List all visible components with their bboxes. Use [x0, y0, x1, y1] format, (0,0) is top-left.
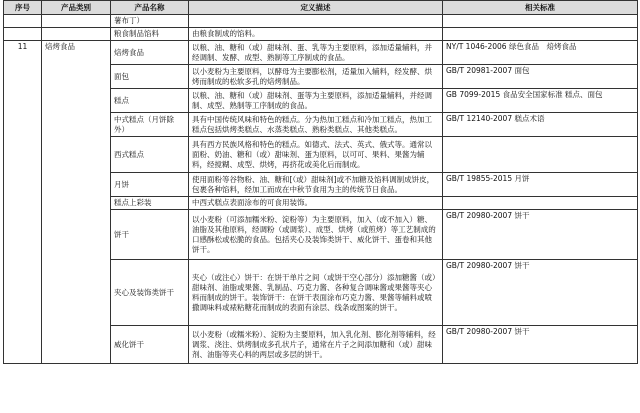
definition-cell: 具有中国传统风味和特色的糕点。分为热加工糕点和冷加工糕点，热加工糕点包括烘烤类糕点、水蒸类糕点、熟粉类糕点、其他类糕点。 — [189, 113, 443, 137]
definition-cell: 中西式糕点表面涂布的可食用装饰。 — [189, 197, 443, 210]
definition-cell: 以小麦粉（或糯米粉）、淀粉为主要原料，加入乳化剂、膨化剂等辅料，经调浆、浇注、烘烤制成多孔状片子，通常在片子之间添加糖和（或）甜味剂、油脂等夹心料的两层或多层的饼干。 — [189, 326, 443, 364]
standards-table — [3, 0, 638, 364]
table-row — [4, 41, 638, 65]
product-name-cell: 饼干 — [111, 210, 189, 260]
product-name-cell: 糕点上彩装 — [111, 197, 189, 210]
header-product-name: 产品名称 — [111, 1, 189, 15]
standard-cell: GB 7099-2015 食品安全国家标准 糕点、面包 — [443, 89, 638, 113]
number-cell — [4, 28, 42, 41]
product-name-cell: 威化饼干 — [111, 326, 189, 364]
product-name-cell: 粮食制品馅料 — [111, 28, 189, 41]
table-row — [4, 28, 638, 41]
product-name-cell: 中式糕点（月饼除外） — [111, 113, 189, 137]
standard-cell: GB/T 20980-2007 饼干 — [443, 210, 638, 260]
product-name-cell: 月饼 — [111, 173, 189, 197]
product-name-cell: 西式糕点 — [111, 137, 189, 173]
standard-cell: GB/T 20981-2007 面包 — [443, 65, 638, 89]
header-number: 序号 — [4, 1, 42, 15]
table-row — [4, 15, 638, 28]
standard-cell — [443, 137, 638, 173]
number-cell — [4, 15, 42, 28]
definition-cell — [189, 15, 443, 28]
group-number-cell: 11 — [4, 41, 42, 364]
standard-cell: GB/T 12140-2007 糕点术语 — [443, 113, 638, 137]
header-definition: 定义描述 — [189, 1, 443, 15]
definition-cell: 由粮食制成的馅料。 — [189, 28, 443, 41]
standard-cell — [443, 15, 638, 28]
definition-cell: 以粮、油、糖和（或）甜味剂、蛋、乳等为主要原料，添加适量辅料，并经调制、发酵、成型、熟制等工序制成的食品。 — [189, 41, 443, 65]
standard-cell: NY/T 1046-2006 绿色食品 焙烤食品 — [443, 41, 638, 65]
category-cell — [42, 28, 111, 41]
definition-cell: 以粮、油、糖和（或）甜味剂、蛋等为主要原料，添加适量辅料，并经调制、成型、熟制等工序制成的食品。 — [189, 89, 443, 113]
header-row — [4, 1, 638, 15]
standard-cell — [443, 28, 638, 41]
header-category: 产品类别 — [42, 1, 111, 15]
category-cell — [42, 15, 111, 28]
standard-cell: GB/T 20980-2007 饼干 — [443, 326, 638, 364]
definition-cell: 夹心（或注心）饼干：在饼干单片之间（或饼干空心部分）添加糖酱（或）甜味剂、油脂或果酱、乳制品、巧克力酱、各种复合调味酱或果酱等夹心料而制成的饼干。装饰饼干：在饼干表面涂布巧克力酱、果酱等辅料或喷撒调味料或裱粘糖花而制成的表面有涂层、线条或图案的饼干。 — [189, 260, 443, 326]
standard-cell: GB/T 20980-2007 饼干 — [443, 260, 638, 326]
header-standard: 相关标准 — [443, 1, 638, 15]
standard-cell: GB/T 19855-2015 月饼 — [443, 173, 638, 197]
definition-cell: 具有西方民族风格和特色的糕点。如德式、法式、英式、俄式等。通常以面粉、奶油、糖和（或）甜味剂、蛋为原料，以可可、果料、果酱为辅料，经搅糊、成型、烘烤，再挤花或美化后而制成。 — [189, 137, 443, 173]
product-name-cell: 面包 — [111, 65, 189, 89]
product-name-cell: 糕点 — [111, 89, 189, 113]
definition-cell: 以小麦粉为主要原料，以酵母为主要膨松剂，适量加入辅料，经发酵、烘烤而制成的松软多孔的焙烤制品。 — [189, 65, 443, 89]
group-category-cell: 焙烤食品 — [42, 41, 111, 364]
definition-cell: 使用面粉等谷物粉、油、糖和[（或）甜味剂]或不加糖及馅料调制成饼皮，包裹各种馅料，经加工而成在中秋节食用为主的传统节日食品。 — [189, 173, 443, 197]
product-name-cell: 夹心及装饰类饼干 — [111, 260, 189, 326]
definition-cell: 以小麦粉（可添加糯米粉、淀粉等）为主要原料，加入（或不加入）糖、油脂及其他原料，经调粉（或调浆）、成型、烘烤（或煎烤）等工艺制成的口感酥松或松脆的食品。包括夹心及装饰类饼干、威化饼干、蛋卷和其他饼干。 — [189, 210, 443, 260]
product-name-cell: 薯布丁） — [111, 15, 189, 28]
standard-cell — [443, 197, 638, 210]
product-name-cell: 焙烤食品 — [111, 41, 189, 65]
